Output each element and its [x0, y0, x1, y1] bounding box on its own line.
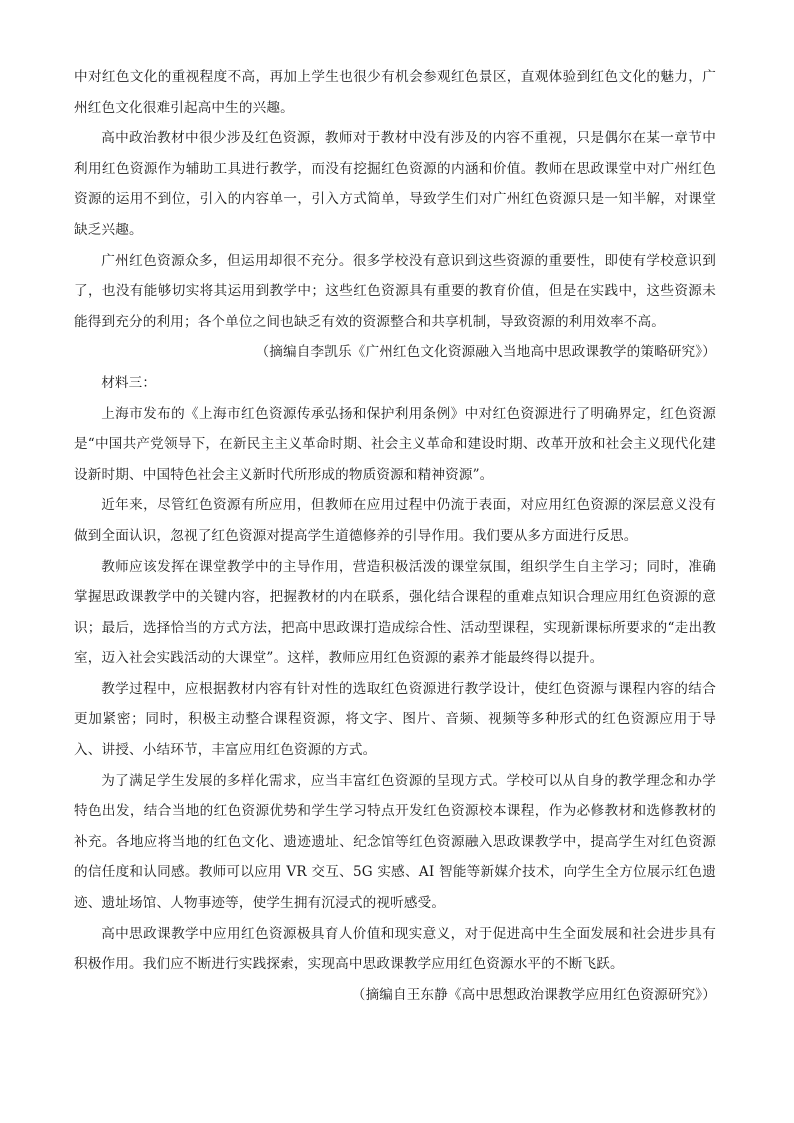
paragraph: 高中思政课教学中应用红色资源极具育人价值和现实意义，对于促进高中生全面发展和社会进步具有积极作用。我们应不断进行实践探索，实现高中思政课教学应用红色资源水平的不断飞跃。	[74, 925, 716, 973]
paragraph: 为了满足学生发展的多样化需求，应当丰富红色资源的呈现方式。学校可以从自身的教学理念和办学特色出发，结合当地的红色资源优势和学生学习特点开发红色资源校本课程，作为必修教材和选修教材的补充。各地应将当地的红色文化、遗迹遗址、纪念馆等红色资源融入思政课教学中，提高学生对红色资源的信任度和认同感。教师可以应用 VR 交互、5G 实感、AI 智能等新媒介技术，向学生全方位展示红色遗迹、遗址场馆、人物事迹等，使学生拥有沉浸式的视听感受。	[74, 772, 716, 912]
paragraph: 教师应该发挥在课堂教学中的主导作用，营造积极活泼的课堂氛围，组织学生自主学习；同时，准确掌握思政课教学中的关键内容，把握教材的内在联系，强化结合课程的重难点知识合理应用红色资源的意识；最后，选择恰当的方式方法，把高中思政课打造成综合性、活动型课程，实现新课标所要求的“走出教室，迈入社会实践活动的大课堂”。这样，教师应用红色资源的素养才能最终得以提升。	[74, 558, 716, 667]
document-page	[74, 62, 716, 1010]
paragraph: 高中政治教材中很少涉及红色资源，教师对于教材中没有涉及的内容不重视，只是偶尔在某一章节中利用红色资源作为辅助工具进行教学，而没有挖掘红色资源的内涵和价值。教师在思政课堂中对广州红色资源的运用不到位，引入的内容单一，引入方式简单，导致学生们对广州红色资源只是一知半解，对课堂缺乏兴趣。	[74, 130, 716, 238]
paragraph: 近年来，尽管红色资源有所应用，但教师在应用过程中仍流于表面，对应用红色资源的深层意义没有做到全面认识，忽视了红色资源对提高学生道德修养的引导作用。我们要从多方面进行反思。	[74, 497, 716, 544]
source-citation-1: （摘编自李凯乐《广州红色文化资源融入当地高中思政课教学的策略研究》）	[255, 344, 716, 361]
paragraph-continuation: 中对红色文化的重视程度不高，再加上学生也很少有机会参观红色景区，直观体验到红色文化的魅力，广州红色文化很难引起高中生的兴趣。	[74, 69, 716, 116]
paragraph: 教学过程中，应根据教材内容有针对性的选取红色资源进行教学设计，使红色资源与课程内容的结合更加紧密；同时，积极主动整合课程资源，将文字、图片、音频、视频等多种形式的红色资源应用于导入、讲授、小结环节，丰富应用红色资源的方式。	[74, 680, 716, 759]
paragraph: 广州红色资源众多，但运用却很不充分。很多学校没有意识到这些资源的重要性，即使有学校意识到了，也没有能够切实将其运用到教学中；这些红色资源具有重要的教育价值，但是在实践中，这些资源未能得到充分的利用；各个单位之间也缺乏有效的资源整合和共享机制，导致资源的利用效率不高。	[74, 252, 716, 330]
source-citation-2: （摘编自王东静《高中思想政治课教学应用红色资源研究》）	[351, 986, 716, 1003]
paragraph: 上海市发布的《上海市红色资源传承弘扬和保护利用条例》中对红色资源进行了明确界定，红色资源是“中国共产党领导下，在新民主主义革命时期、社会主义革命和建设时期、改革开放和社会主义现代化建设新时期、中国特色社会主义新时代所形成的物质资源和精神资源”。	[74, 405, 716, 483]
material-three-label: 材料三：	[101, 374, 157, 391]
